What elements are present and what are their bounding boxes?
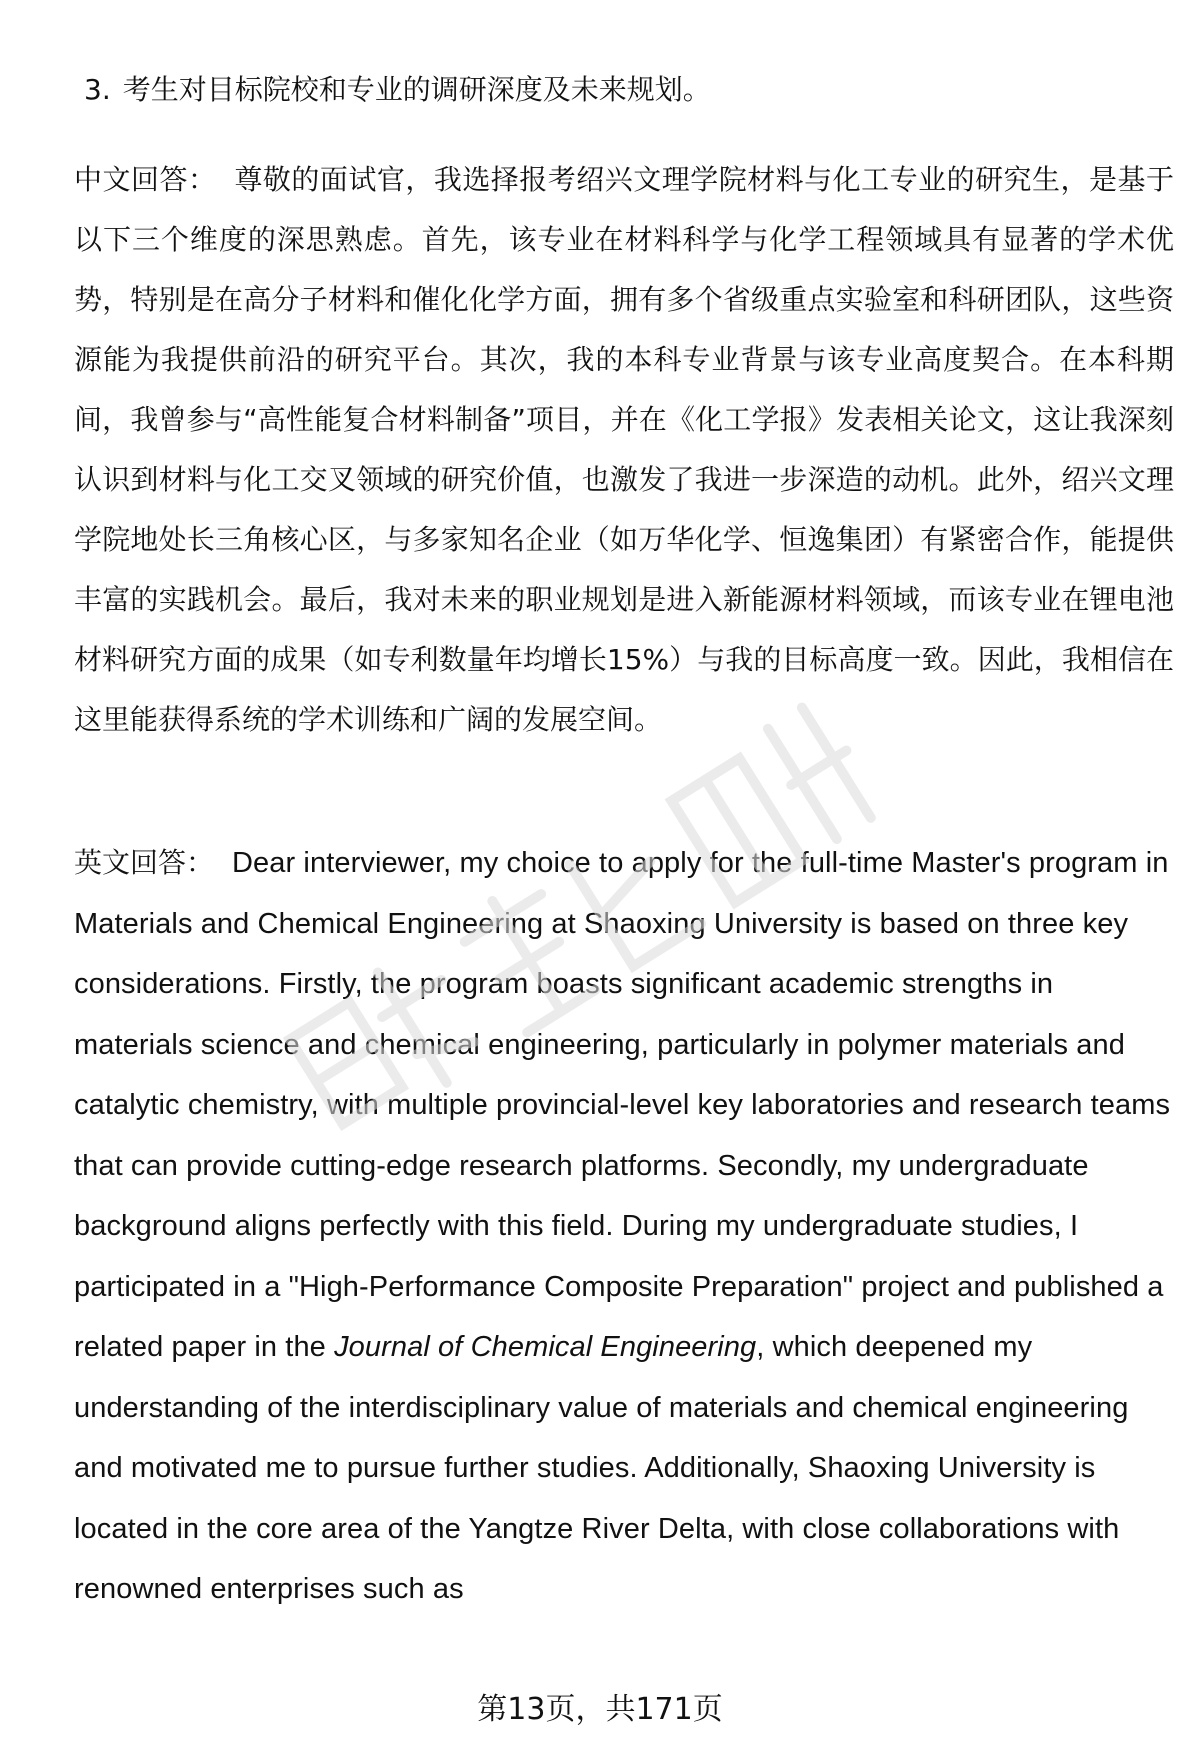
english-answer-paragraph [74, 833, 1174, 1620]
question-heading [84, 68, 711, 112]
english-answer-text-part1: Dear interviewer, my choice to apply for the full-time Master's program in Materials and Chemical Engineering at Shaoxing University is based on three key considerations. Firstly, the program boasts significant academic strengths in materials science and chemical engineering, particularly in polymer materials and catalytic chemistry, with multiple provincial-level key laboratories and research teams that can provide cutting-edge research platforms. Secondly, my undergraduate background aligns perfectly with this field. During my undergraduate studies, I participated in a "High-Performance Composite Preparation" project and published a related paper in the [74, 847, 1171, 1363]
question-number: 3. [84, 73, 111, 106]
page-footer: 第13页，共171页 [477, 1692, 723, 1727]
chinese-answer-label: 中文回答： [74, 163, 217, 196]
english-answer-text-part2: , which deepened my understanding of the interdisciplinary value of materials and chemical engineering and motivated me to pursue further studies. Additionally, Shaoxing University is located in the core area of the Yangtze River Delta, with close collaborations with renowned enterprises such as [74, 1331, 1129, 1605]
journal-title: Journal of Chemical Engineering [334, 1331, 757, 1363]
chinese-answer-text: 尊敬的面试官，我选择报考绍兴文理学院材料与化工专业的研究生，是基于以下三个维度的深思熟虑。首先，该专业在材料科学与化学工程领域具有显著的学术优势，特别是在高分子材料和催化化学方面，拥有多个省级重点实验室和科研团队，这些资源能为我提供前沿的研究平台。其次，我的本科专业背景与该专业高度契合。在本科期间，我曾参与“高性能复合材料制备”项目，并在《化工学报》发表相关论文，这让我深刻认识到材料与化工交叉领域的研究价值，也激发了我进一步深造的动机。此外，绍兴文理学院地处长三角核心区，与多家知名企业（如万华化学、恒逸集团）有紧密合作，能提供丰富的实践机会。最后，我对未来的职业规划是进入新能源材料领域，而该专业在锂电池材料研究方面的成果（如专利数量年均增长15%）与我的目标高度一致。因此，我相信在这里能获得系统的学术训练和广阔的发展空间。 [74, 163, 1174, 736]
question-text: 考生对目标院校和专业的调研深度及未来规划。 [122, 73, 711, 106]
english-answer-label: 英文回答： [74, 846, 215, 879]
chinese-answer-paragraph [74, 150, 1174, 750]
